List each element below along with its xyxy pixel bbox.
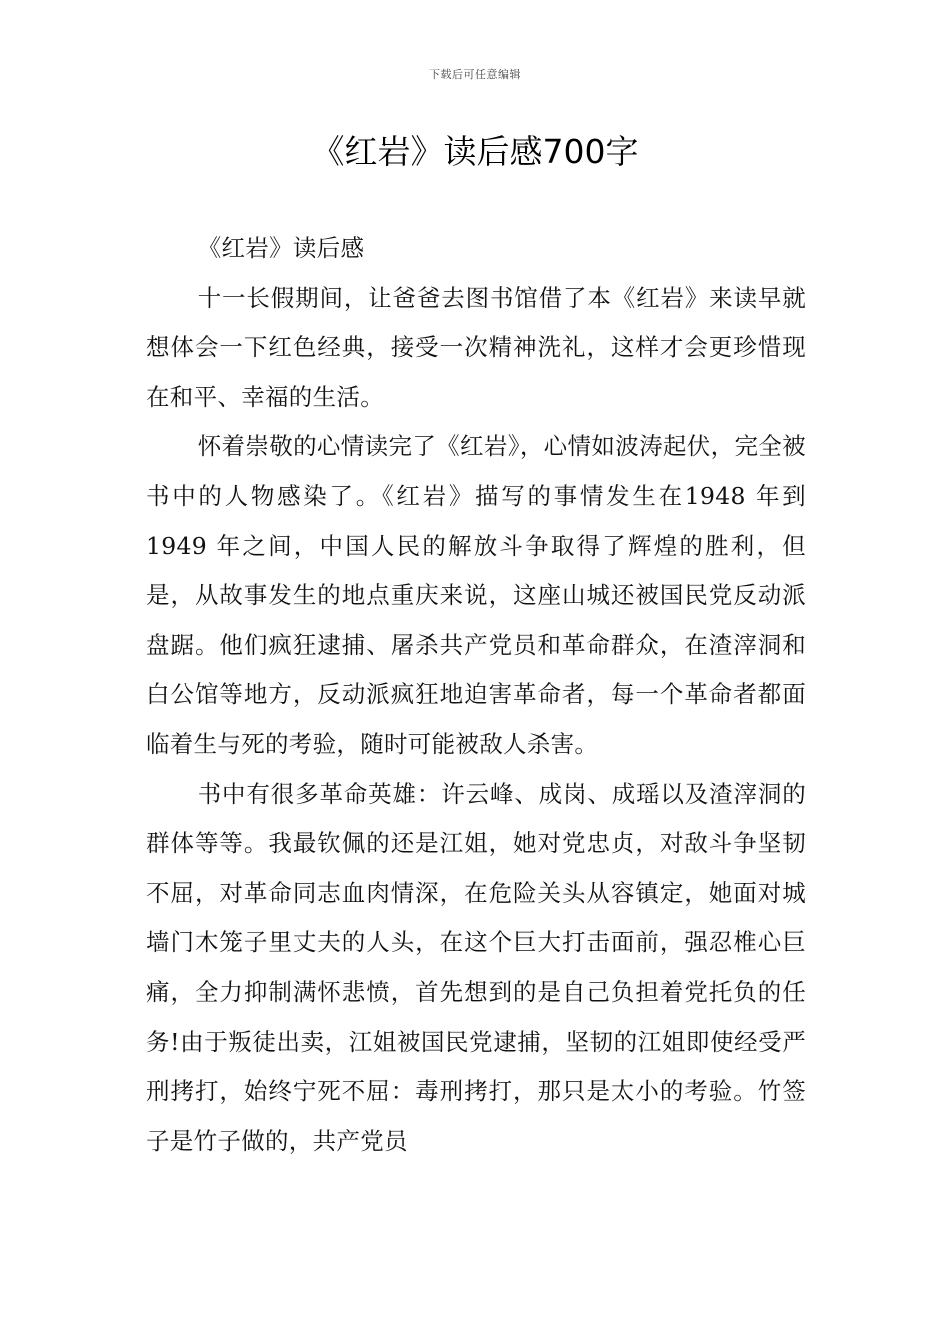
paragraph: 书中有很多革命英雄：许云峰、成岗、成瑶以及渣滓洞的群体等等。我最钦佩的还是江姐，她对党忠贞，对敌斗争坚韧不屈，对革命同志血肉情深，在危险关头从容镇定，她面对城墙门木笼子里丈夫的人头，在这个巨大打击面前，强忍椎心巨痛，全力抑制满怀悲愤，首先想到的是自己负担着党托负的任务!由于叛徒出卖，江姐被国民党逮捕，坚韧的江姐即使经受严刑拷打，始终宁死不屈：毒刑拷打，那只是太小的考验。竹签子是竹子做的，共产党员: [146, 779, 806, 1155]
paragraph: 十一长假期间，让爸爸去图书馆借了本《红岩》来读早就想体会一下红色经典，接受一次精神洗礼，这样才会更珍惜现在和平、幸福的生活。: [146, 283, 806, 411]
document-body: [146, 224, 806, 1166]
document-title: 《红岩》读后感700字: [311, 132, 639, 171]
paragraph-subtitle: 《红岩》读后感: [197, 234, 365, 262]
paragraph: 怀着崇敬的心情读完了《红岩》，心情如波涛起伏，完全被书中的人物感染了。《红岩》描写的事情发生在1948 年到1949 年之间，中国人民的解放斗争取得了辉煌的胜利，但是，从故事发生的地点重庆来说，这座山城还被国民党反动派盘踞。他们疯狂逮捕、屠杀共产党员和革命群众，在渣滓洞和白公馆等地方，反动派疯狂地迫害革命者，每一个革命者都面临着生与死的考验，随时可能被敌人杀害。: [146, 432, 806, 758]
header-note: 下载后可任意编辑: [429, 68, 521, 81]
